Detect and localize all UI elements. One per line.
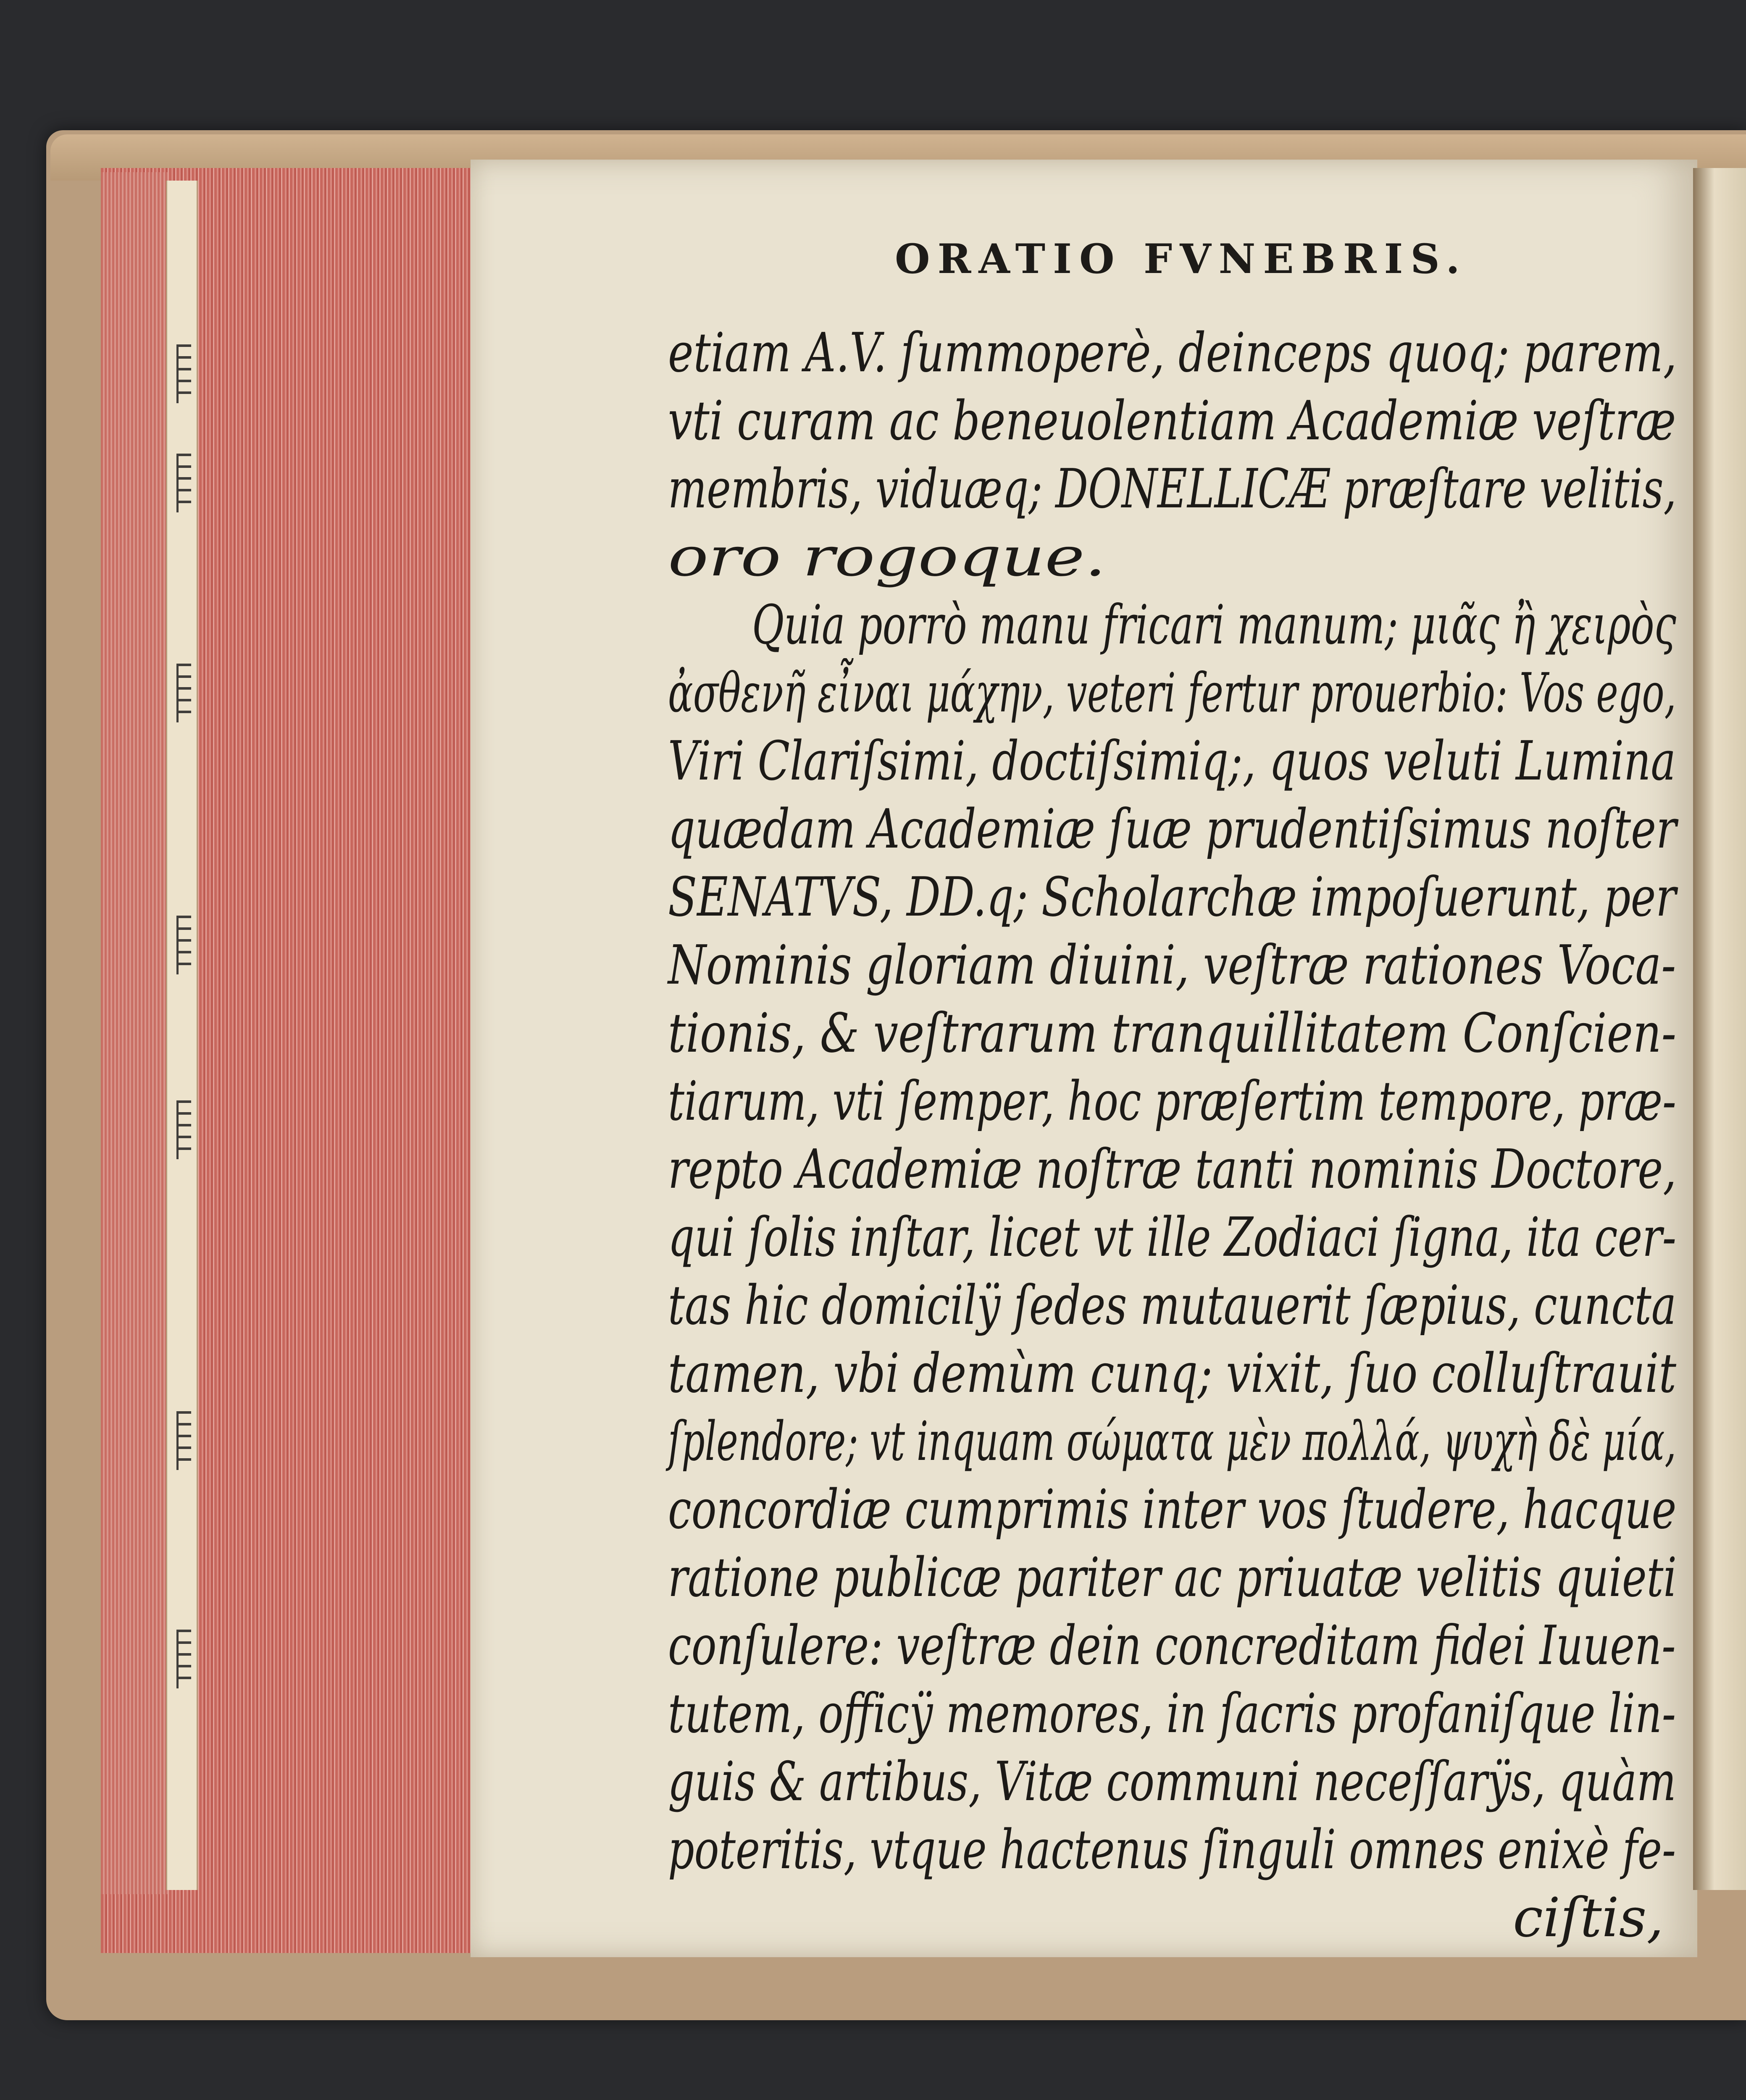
text-line: repto Academiæ noſtræ tanti nominis Doctore, — [668, 1138, 1677, 1201]
text-line: membris, viduæq; DONELLICÆ præſtare velitis, — [668, 458, 1677, 520]
text-line: tiarum, vti ſemper, hoc præſertim tempore, præ- — [668, 1070, 1676, 1133]
text-line: ratione publicæ pariter ac priuatæ velitis quieti — [668, 1546, 1677, 1609]
text-line: SENATVS, DD.q; Scholarchæ impoſuerunt, per — [668, 866, 1676, 929]
ruler-mark — [176, 1100, 191, 1159]
text-line: oro rogoque. — [668, 526, 1106, 588]
text-line: qui ſolis inſtar, licet vt ille Zodiaci ſigna, ita cer- — [668, 1206, 1677, 1269]
text-line: tionis, & veſtrarum tranquillitatem Conſcien- — [668, 1002, 1677, 1065]
text-line: poteritis, vtque hactenus ſinguli omnes enixè fe- — [668, 1819, 1676, 1881]
page-edges-left — [101, 172, 168, 1894]
facing-page-edge — [1693, 168, 1746, 1890]
ruler-mark — [176, 454, 191, 512]
text-line: ſplendore; vt inquam σώματα μὲν πολλά, ψυχὴ δὲ μία, — [668, 1410, 1676, 1473]
text-line: etiam A.V. ſummoperè, deinceps quoq; parem, — [668, 322, 1677, 384]
text-line: tas hic domicilÿ ſedes mutauerit ſæpius, cuncta — [668, 1274, 1677, 1337]
text-line: ἀσθενῆ εἶναι μάχην, veteri fertur prouerbio: Vos ego, — [668, 662, 1676, 724]
text-line: Viri Clariſsimi, doctiſsimiq;, quos veluti Lumina — [668, 730, 1676, 793]
ruler-mark — [176, 916, 191, 974]
ruler-mark — [176, 344, 191, 403]
ruler-mark — [176, 1411, 191, 1470]
text-line: guis & artibus, Vitæ communi neceſſarÿs, quàm — [668, 1751, 1676, 1813]
text-line: conſulere: veſtræ dein concreditam fidei Iuuen- — [668, 1614, 1676, 1677]
body-text — [668, 319, 1676, 1952]
catchword-line: ciſtis, — [1513, 1887, 1664, 1949]
ruler-mark — [176, 1630, 191, 1688]
text-line: vti curam ac beneuolentiam Academiæ veſtræ — [668, 390, 1676, 452]
text-line: tamen, vbi demùm cunq; vixit, ſuo colluſtrauit — [668, 1342, 1677, 1405]
paragraph-start: Quia porrò manu fricari manum; μιᾶς ἢ χειρὸς — [752, 594, 1676, 656]
text-line: concordiæ cumprimis inter vos ſtudere, hacque — [668, 1478, 1677, 1541]
running-head: ORATIO FVNEBRIS. — [895, 235, 1467, 283]
text-line: quædam Academiæ ſuæ prudentiſsimus noſter — [668, 798, 1677, 861]
text-line: tutem, officÿ memores, in ſacris profaniſque lin- — [668, 1683, 1676, 1745]
ruler-mark — [176, 664, 191, 722]
text-line: Nominis gloriam diuini, veſtræ rationes Voca- — [668, 934, 1676, 997]
